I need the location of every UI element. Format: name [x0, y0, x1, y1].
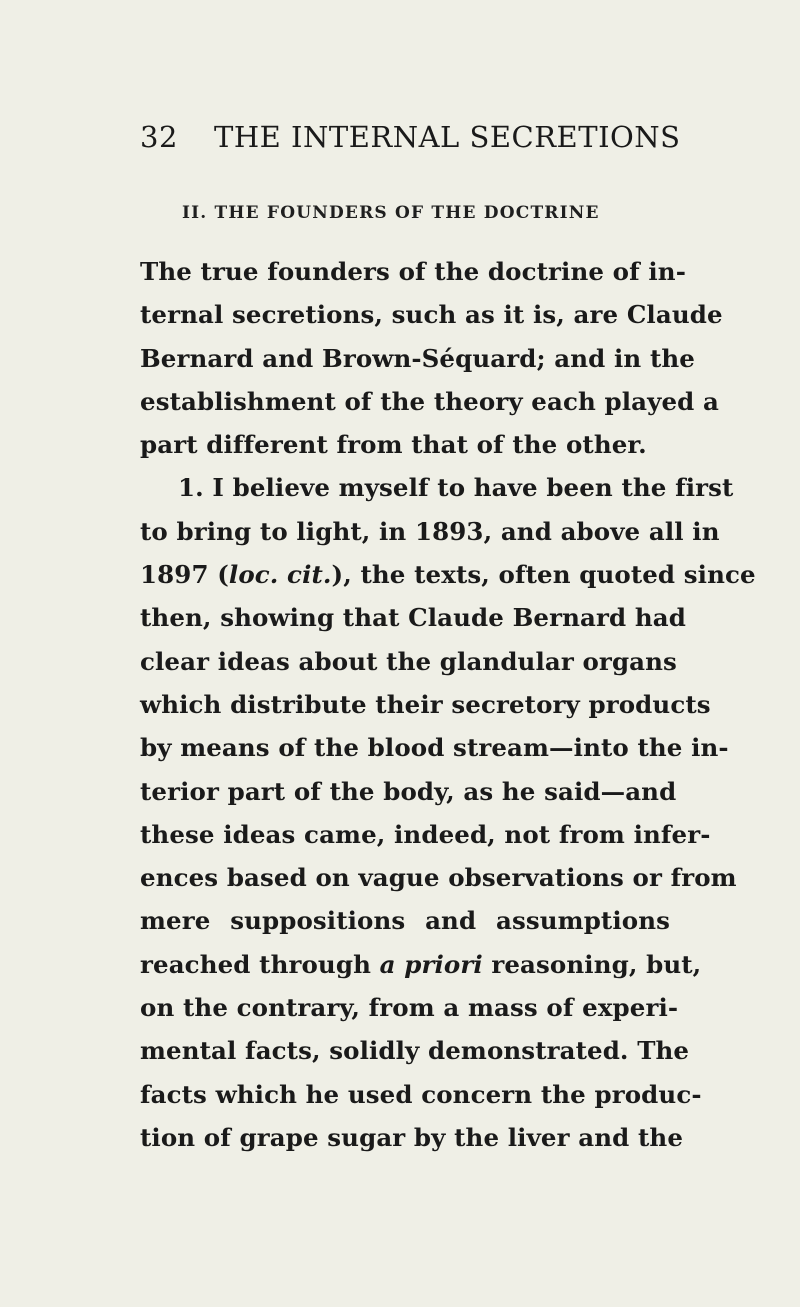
text-line: establishment of the theory each played a — [140, 386, 719, 416]
text-line: to bring to light, in 1893, and above all in — [140, 516, 720, 546]
text-line: by means of the blood stream—into the in- — [140, 733, 729, 763]
text-line: mere suppositions and assumptions — [140, 906, 670, 936]
text-line: terior part of the body, as he said—and — [140, 776, 677, 806]
text-segment: reached through — [140, 949, 380, 979]
text-line: clear ideas about the glandular organs — [140, 646, 677, 676]
text-line-with-italic — [140, 943, 702, 986]
text-line: Bernard and Brown-Séquard; and in the — [140, 343, 695, 373]
text-segment: ), the texts, often quoted since — [331, 560, 756, 590]
text-line: these ideas came, indeed, not from infer- — [140, 819, 711, 849]
text-line: on the contrary, from a mass of experi- — [140, 993, 679, 1023]
text-line: then, showing that Claude Bernard had — [140, 603, 686, 633]
text-line-with-italic — [140, 553, 756, 596]
section-heading: II. THE FOUNDERS OF THE DOCTRINE — [182, 203, 600, 223]
page-number: 32 — [140, 120, 178, 154]
text-segment: 1897 ( — [140, 560, 229, 590]
text-line: mental facts, solidly demonstrated. The — [140, 1036, 690, 1066]
text-line: ences based on vague observations or from — [140, 863, 737, 893]
book-title: THE INTERNAL SECRETIONS — [214, 120, 681, 154]
text-line: 1. I believe myself to have been the first — [178, 473, 734, 503]
text-line: ternal secretions, such as it is, are Claude — [140, 300, 723, 330]
italic-citation: loc. cit. — [228, 560, 332, 590]
text-line: tion of grape sugar by the liver and the — [140, 1122, 684, 1152]
text-line: facts which he used concern the produc- — [140, 1079, 702, 1109]
text-line: The true founders of the doctrine of in- — [140, 257, 686, 286]
text-line: part different from that of the other. — [140, 430, 647, 460]
text-segment: reasoning, but, — [482, 949, 702, 979]
running-head — [0, 120, 800, 160]
text-line: which distribute their secretory products — [140, 689, 711, 719]
italic-phrase: a priori — [379, 949, 483, 979]
body-text — [140, 250, 756, 1159]
